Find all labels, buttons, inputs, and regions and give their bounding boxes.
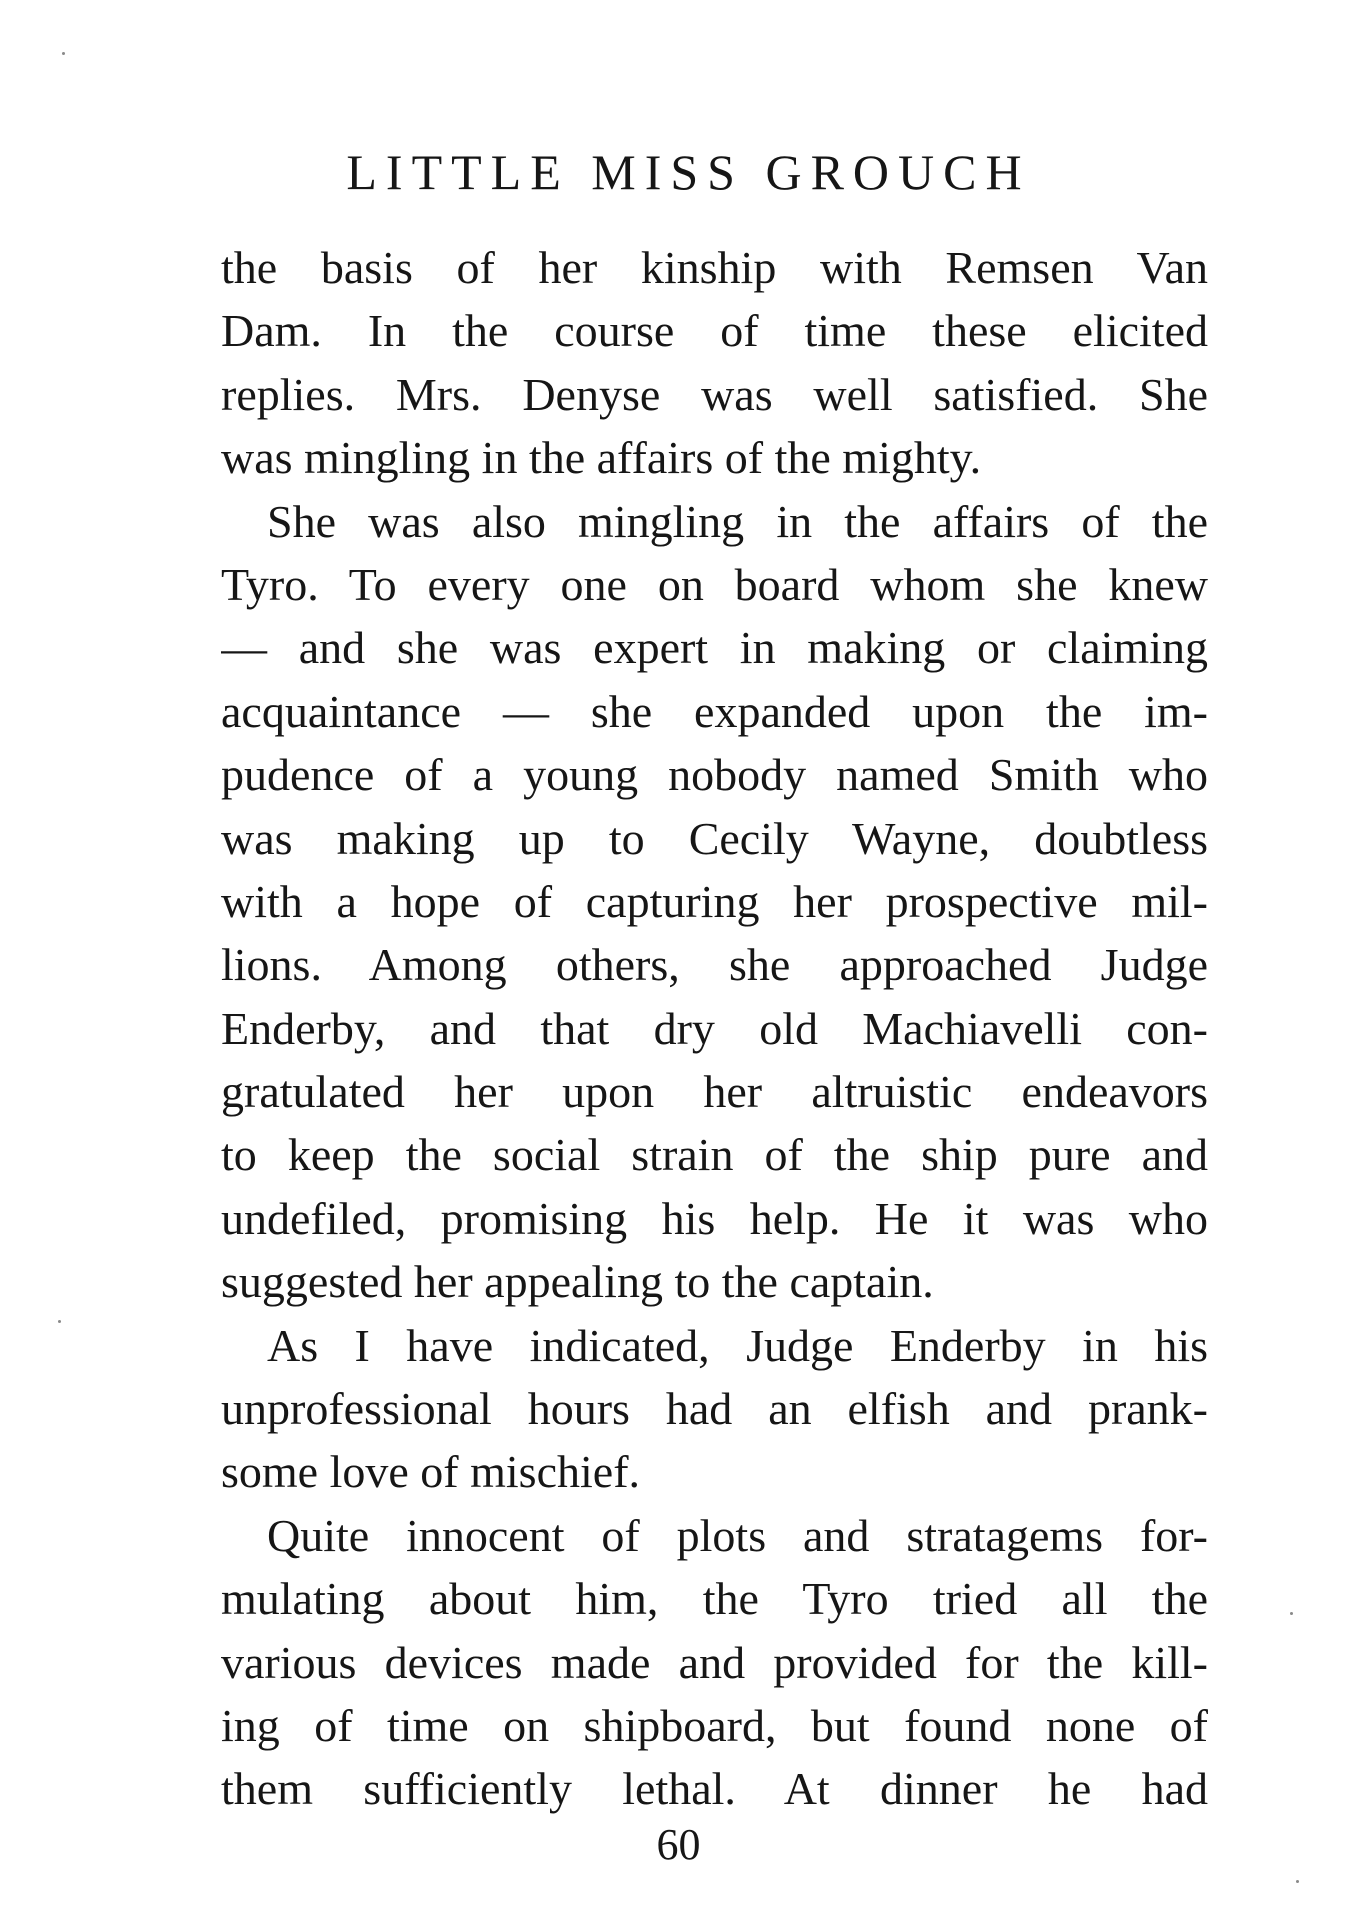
text-line: As I have indicated, Judge Enderby in his xyxy=(267,1319,1208,1371)
text-line: pudence of a young nobody named Smith who xyxy=(221,749,1208,801)
text-line: Tyro. To every one on board whom she knew xyxy=(221,558,1208,610)
running-head: LITTLE MISS GROUCH xyxy=(346,144,1031,200)
text-line: undefiled, promising his help. He it was who xyxy=(221,1192,1208,1244)
text-line: Dam. In the course of time these elicited xyxy=(221,305,1208,357)
text-line: — and she was expert in making or claiming xyxy=(221,622,1208,674)
text-line: them sufficiently lethal. At dinner he had xyxy=(221,1763,1208,1815)
text-line: various devices made and provided for the kill- xyxy=(221,1636,1208,1688)
page-number: 60 xyxy=(656,1820,701,1869)
text-line: with a hope of capturing her prospective mil- xyxy=(221,875,1208,927)
text-line: unprofessional hours had an elfish and prank- xyxy=(221,1383,1208,1435)
body-text xyxy=(221,236,1208,1821)
text-line: some love of mischief. xyxy=(221,1446,641,1498)
text-line: replies. Mrs. Denyse was well satisfied. She xyxy=(221,368,1208,420)
paper-speck xyxy=(62,52,65,55)
text-line: the basis of her kinship with Remsen Van xyxy=(221,242,1208,293)
text-line: She was also mingling in the affairs of the xyxy=(267,495,1208,547)
paper-speck xyxy=(1290,1612,1293,1615)
text-line: gratulated her upon her altruistic endeavors xyxy=(221,1066,1208,1118)
text-line: Enderby, and that dry old Machiavelli con- xyxy=(221,1002,1208,1054)
text-line: acquaintance — she expanded upon the im- xyxy=(221,685,1208,737)
text-line: ing of time on shipboard, but found none of xyxy=(221,1699,1208,1751)
paper-speck xyxy=(58,1320,61,1323)
text-line: to keep the social strain of the ship pure and xyxy=(221,1129,1208,1181)
text-line: lions. Among others, she approached Judge xyxy=(221,939,1208,991)
text-line: Quite innocent of plots and stratagems for- xyxy=(267,1509,1208,1561)
text-line: suggested her appealing to the captain. xyxy=(221,1256,934,1308)
paper-speck xyxy=(1296,1880,1299,1883)
text-line: was mingling in the affairs of the mighty. xyxy=(221,432,982,484)
text-line: mulating about him, the Tyro tried all the xyxy=(221,1573,1208,1625)
text-line: was making up to Cecily Wayne, doubtless xyxy=(221,812,1208,864)
